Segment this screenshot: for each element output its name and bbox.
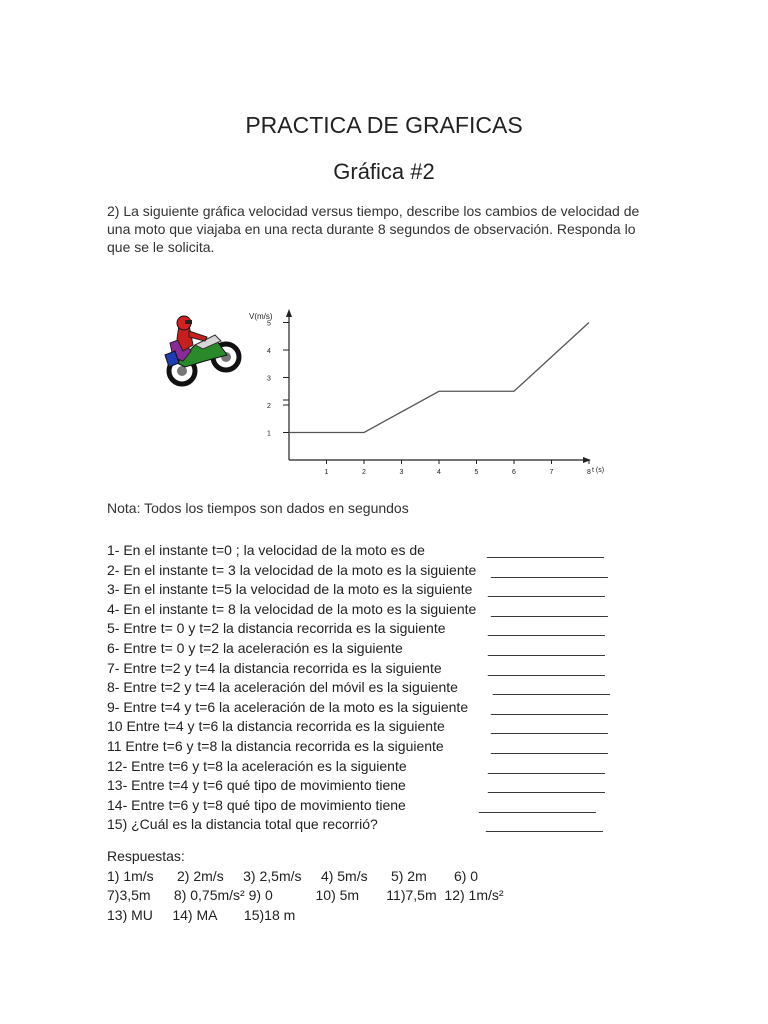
answer-blank: _______________ [488,777,605,794]
y-tick-label: 4 [267,348,271,355]
intro-paragraph: 2) La siguiente gráfica velocidad versus tiempo, describe los cambios de velocidad de una moto que viajaba en una recta durante 8 segundos de observación. Responda lo que se le solicita. [107,203,640,255]
y-ticks [267,321,289,438]
question-text: 1- En el instante t=0 ; la velocidad de la moto es de [107,542,425,558]
question-3 [107,580,627,600]
question-text: 7- Entre t=2 y t=4 la distancia recorrida es la siguiente [107,659,442,676]
question-12 [107,757,627,777]
x-tick-label: 2 [362,469,366,476]
velocity-line [289,323,589,433]
y-tick-label: 1 [267,430,271,438]
answer-blank: _______________ [488,581,605,598]
answer-blank: _______________ [488,620,605,637]
answer-blank: _______________ [488,757,605,774]
answers-section [107,847,504,925]
question-text: 14- Entre t=6 y t=8 qué tipo de movimiento tiene [107,796,406,813]
question-text: 13- Entre t=4 y t=6 qué tipo de movimiento tiene [107,777,406,794]
answer-blank: _______________ [488,659,605,676]
x-axis-arrow [583,457,591,463]
answer-blank: _______________ [491,600,608,617]
question-text: 10 Entre t=4 y t=6 la distancia recorrida es la siguiente [107,718,445,735]
motorcycle-rider-icon [165,316,239,384]
answer-blank: _______________ [488,639,605,656]
questions-list [107,541,627,835]
question-text: 4- En el instante t= 8 la velocidad de la moto es la siguiente [107,600,477,617]
series-layer [289,323,589,433]
question-15 [107,815,627,835]
figure [155,305,625,490]
answer-blank: _______________ [487,542,604,558]
y-tick-label: 2 [267,403,271,410]
y-tick-label: 3 [267,375,271,383]
question-text: 3- En el instante t=5 la velocidad de la moto es la siguiente [107,581,473,598]
x-tick-label: 3 [399,469,404,476]
question-text: 5- Entre t= 0 y t=2 la distancia recorrida es la siguiente [107,620,446,637]
page-title: PRACTICA DE GRAFICAS [245,112,523,138]
question-1 [107,541,627,561]
answer-blank: _______________ [493,679,610,696]
question-8 [107,678,627,698]
chart-axes [283,309,591,463]
answer-blank: _______________ [491,561,608,578]
question-14 [107,796,627,816]
question-2 [107,561,627,581]
y-tick-label: 5 [267,320,271,328]
question-11 [107,737,627,757]
x-tick-label: 4 [437,469,441,476]
y-axis-label: V(m/s) [249,312,273,321]
answers-line-3: 13) MU 14) MA 15)18 m [107,906,296,923]
answer-blank: _______________ [491,718,608,735]
question-9 [107,698,627,718]
question-5 [107,619,627,639]
answer-blank: _______________ [491,698,608,715]
x-tick-label: 1 [324,469,329,476]
figure-svg [155,305,625,490]
question-text: 9- Entre t=4 y t=6 la aceleración de la moto es la siguiente [107,698,469,715]
question-7 [107,659,627,679]
question-text: 12- Entre t=6 y t=8 la aceleración es la siguiente [107,757,407,774]
x-tick-label: 7 [549,469,554,476]
answer-blank: _______________ [479,796,596,813]
answers-heading: Respuestas: [107,848,185,864]
x-tick-label: 5 [474,469,479,476]
answers-line-1: 1) 1m/s 2) 2m/s 3) 2,5m/s 4) 5m/s 5) 2m 6) 0 [107,867,479,884]
answer-blank: _______________ [486,816,603,833]
question-text: 11 Entre t=6 y t=8 la distancia recorrida es la siguiente [107,737,444,754]
y-axis-arrow [286,309,292,317]
question-4 [107,600,627,620]
note-text: Nota: Todos los tiempos son dados en segundos [107,500,409,516]
x-axis-label: t (s) [592,467,605,474]
question-text: 6- Entre t= 0 y t=2 la aceleración es la siguiente [107,639,403,656]
question-10 [107,717,627,737]
x-tick-label: 8 [587,469,591,476]
question-13 [107,776,627,796]
question-text: 2- En el instante t= 3 la velocidad de la moto es la siguiente [107,561,477,578]
x-ticks [325,460,592,476]
answers-line-2: 7)3,5m 8) 0,75m/s² 9) 0 10) 5m 11)7,5m 12) 1m/s² [107,887,504,903]
question-text: 8- Entre t=2 y t=4 la aceleración del móvil es la siguiente [107,679,458,696]
x-tick-label: 6 [512,469,516,476]
answer-blank: _______________ [491,737,608,754]
question-6 [107,639,627,659]
question-text: 15) ¿Cuál es la distancia total que recorrió? [107,816,378,833]
page-subtitle: Gráfica #2 [333,159,435,184]
